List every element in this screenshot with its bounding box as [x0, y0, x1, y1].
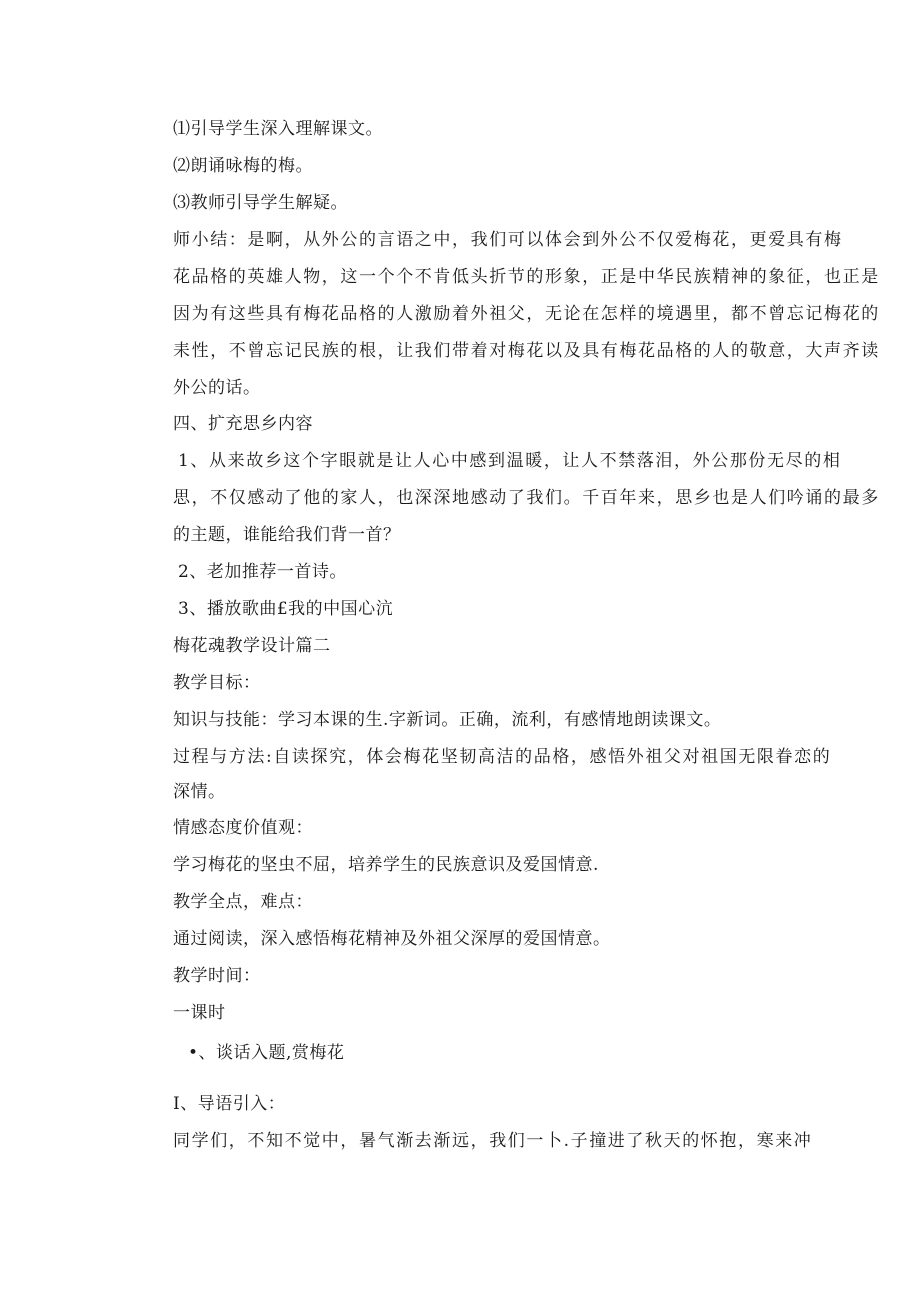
teaching-time-label: 教学时间： [173, 966, 261, 986]
knowledge-skills-line: 知识与技能：学习本课的生.字新词。正确，流利，有感情地朗读课文。 [173, 710, 722, 730]
section-heading-4: 四、扩充思乡内容 [173, 414, 313, 434]
teaching-goals-label: 教学目标： [173, 673, 261, 693]
expand-paragraph-line-3: 的主题，谁能给我们背一首？ [173, 525, 401, 545]
summary-paragraph-line-3: 因为有这些具有梅花品格的人激励着外祖父，无论在怎样的境遇里，都不曾忘记梅花的 [173, 304, 880, 324]
summary-paragraph-line-4: 耒性，不曾忘记民族的根，让我们带着对梅花以及具有梅花品格的人的敬意，大声齐读 [173, 341, 880, 361]
summary-paragraph-line-5: 外公的话。 [173, 378, 261, 398]
section-title-part-2: 梅花魂教学设计篇二 [173, 636, 331, 656]
key-difficult-points-label: 教学全点，难点： [173, 892, 313, 912]
subheading-lead-in: I、导语引入： [173, 1094, 286, 1114]
expand-paragraph-line-2: 思，不仅感动了他的家人，也深深地感动了我们。千百年来，思乡也是人们吟诵的最多 [173, 488, 880, 508]
process-methods-line-2: 深情。 [173, 782, 226, 802]
key-difficult-points-line: 通过阅读，深入感悟梅花精神及外祖父深厚的爱国情意。 [173, 929, 611, 949]
emotion-values-label: 情感态度价值观： [173, 818, 313, 838]
list-item-1: ⑴引导学生深入理解课文。 [173, 119, 383, 139]
summary-paragraph-line-1: 师小结：是啊，从外公的言语之中，我们可以体会到外公不仅爱梅花，更爱具有梅 [173, 230, 843, 250]
step-3: 3、播放歌曲£我的中国心沆 [178, 599, 394, 619]
expand-paragraph-line-1: 1、从来故乡这个字眼就是让人心中感到温暖，让人不禁落泪，外公那份无尽的相 [178, 451, 842, 471]
section-heading-intro: •、谈话入题,赏梅花 [188, 1043, 345, 1063]
list-item-3: ⑶教师引导学生解疑。 [173, 193, 348, 213]
process-methods-line-1: 过程与方法:自读探究，体会梅花坚韧高洁的品格，感悟外祖父对祖国无限眷恋的 [173, 747, 832, 767]
step-2: 2、老加推荐一首诗。 [178, 562, 347, 582]
emotion-values-line: 学习梅花的坚虫不屈，培养学生的民族意识及爱国情意. [173, 855, 599, 875]
list-item-2: ⑵朗诵咏梅的梅。 [173, 156, 313, 176]
lead-in-paragraph-line-1: 同学们，不知不觉中，暑气渐去渐远，我们一卜.子撞进了秋天的怀抱，寒来冲 [173, 1131, 813, 1151]
teaching-time-value: 一课时 [173, 1003, 226, 1023]
summary-paragraph-line-2: 花品格的英雄人物，这一个个不肯低头折节的形象，正是中华民族精神的象征，也正是 [173, 267, 880, 287]
